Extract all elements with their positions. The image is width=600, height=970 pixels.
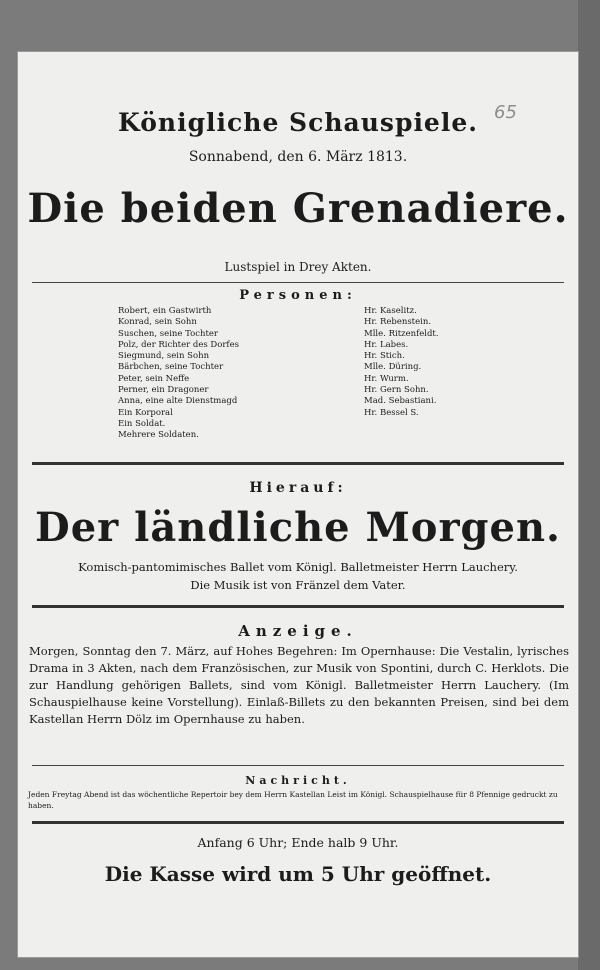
cast-roles xyxy=(118,306,239,442)
cast-role: Robert, ein Gastwirth xyxy=(118,306,212,316)
cast-actor: Mad. Sebastiani. xyxy=(364,396,437,407)
cast-role: Perner, ein Dragoner xyxy=(118,385,209,396)
cast-actor: Hr. Wurm. xyxy=(364,373,409,384)
cast-actor: Hr. Bessel S. xyxy=(364,407,419,418)
playbill-page xyxy=(18,52,578,957)
nachricht-text: Jeden Freytag Abend ist das wöchentliche Repertoir bey dem Herrn Kastellan Leist im Königl. Schauspielhause für 8 Pfennige gedruckt zu haben. xyxy=(28,790,558,810)
cast-role: Mehrere Soldaten. xyxy=(118,430,199,441)
play-genre: Lustspiel in Drey Akten. xyxy=(224,260,372,274)
ballet-genre: Komisch-pantomimisches Ballet vom Königl. Balletmeister Herrn Lauchery. xyxy=(78,560,518,574)
divider xyxy=(32,282,564,283)
cast-role: Polz, der Richter des Dorfes xyxy=(118,339,239,350)
cast-actor: Mlle. Ritzenfeldt. xyxy=(364,328,439,339)
divider-thick xyxy=(32,462,564,465)
divider xyxy=(32,765,564,766)
cast-role: Ein Korporal xyxy=(118,407,173,418)
cast-actor: Hr. Stich. xyxy=(364,351,405,362)
cast-role: Suschen, seine Tochter xyxy=(118,328,218,339)
cast-role: Konrad, sein Sohn xyxy=(118,317,197,328)
divider-thick xyxy=(32,821,564,824)
cast-actor: Hr. Rebenstein. xyxy=(364,317,432,328)
cast-heading: Personen: xyxy=(239,288,357,303)
theater-name: Königliche Schauspiele. xyxy=(118,108,478,137)
anzeige-text: Morgen, Sonntag den 7. März, auf Hohes Begehren: Im Opernhause: Die Vestalin, lyrisches Drama in 3 Akten, nach dem Französischen, zur Musik von Spontini, durch C. Herklots. Die zur Handlung gehörigen Ballets, sind vom Königl. Balletmeister Herrn Lauchery. (Im Schauspielhause keine Vorstellung). Einlaß-Billets zu den bekannten Preisen, sind bei dem Kastellan Herrn Dölz im Opernhause zu haben. xyxy=(29,644,569,726)
hierauf-label: Hierauf: xyxy=(249,480,347,496)
divider-thick xyxy=(32,605,564,608)
page-number: 65 xyxy=(494,102,517,123)
cast-actors xyxy=(364,306,439,419)
cast-actor: Hr. Gern Sohn. xyxy=(364,385,429,396)
performance-date: Sonnabend, den 6. März 1813. xyxy=(188,149,408,165)
ballet-music: Die Musik ist von Fränzel dem Vater. xyxy=(190,578,406,592)
start-time: Anfang 6 Uhr; Ende halb 9 Uhr. xyxy=(197,835,399,850)
cast-role: Bärbchen, seine Tochter xyxy=(118,362,224,373)
anzeige-heading: Anzeige. xyxy=(238,622,358,640)
cast-actor: Hr. Labes. xyxy=(364,339,409,350)
cast-role: Ein Soldat. xyxy=(118,418,166,429)
box-office-time: Die Kasse wird um 5 Uhr geöffnet. xyxy=(104,862,492,886)
scan-border xyxy=(578,0,600,970)
cast-role: Anna, eine alte Dienstmagd xyxy=(118,396,238,407)
cast-role: Siegmund, sein Sohn xyxy=(118,351,210,362)
cast-actor: Hr. Kaselitz. xyxy=(364,306,417,316)
nachricht-heading: Nachricht. xyxy=(245,774,351,787)
play-title: Die beiden Grenadiere. xyxy=(27,185,569,232)
cast-role: Peter, sein Neffe xyxy=(118,373,190,384)
ballet-title: Der ländliche Morgen. xyxy=(35,504,561,551)
cast-actor: Mlle. Düring. xyxy=(364,362,422,373)
